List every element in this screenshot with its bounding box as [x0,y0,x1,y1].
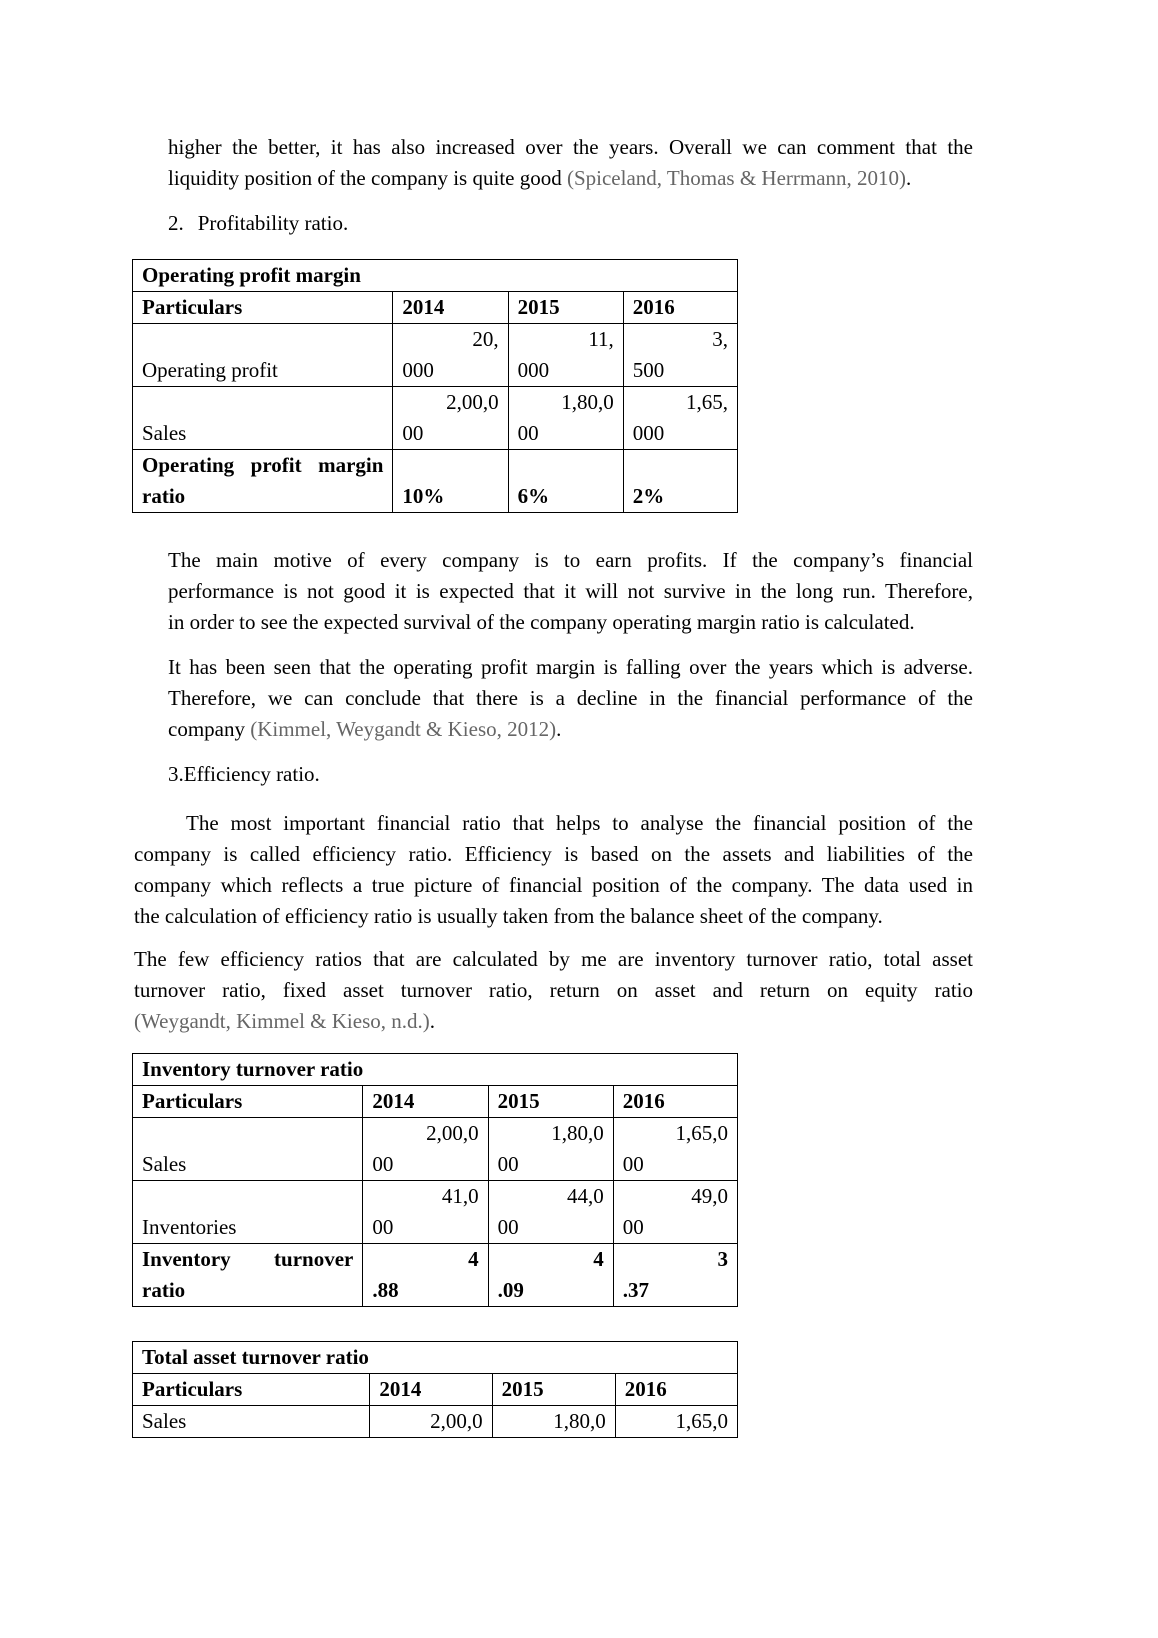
citation-spiceland: (Spiceland, Thomas & Herrmann, 2010) [566,166,907,190]
header-2014: 2014 [393,292,508,324]
cell-value: 3, 500 [623,324,737,387]
motive-paragraph [168,545,973,638]
table-header-row [133,1086,738,1118]
cell-value: 1,80,0 [492,1406,615,1438]
heading-efficiency: 3.Efficiency ratio. [168,762,320,786]
table-result-row [133,1244,738,1307]
header-2016: 2016 [623,292,737,324]
row-label-sales: Sales [133,387,393,450]
header-2014: 2014 [370,1374,492,1406]
heading-number: 2. [168,211,184,235]
efficiency-line-3: company which reflects a true picture of financial position of the company. The data used in [134,873,973,897]
table-row [133,324,738,387]
motive-line-2: performance is not good it is expected that it will not survive in the long run. Therefore, [168,579,973,603]
few-line-3: (Weygandt, Kimmel & Kieso, n.d.). [134,1009,436,1033]
header-particulars: Particulars [133,292,393,324]
row-label-sales: Sales [133,1118,363,1181]
row-label-opm-ratio: Operating profit margin ratio [133,450,393,513]
cell-value: 49,0 00 [613,1181,737,1244]
cell-value: 1,80,0 00 [508,387,623,450]
table-row [133,1406,738,1438]
cell-value: 1,65,0 00 [613,1118,737,1181]
intro-line-1: higher the better, it has also increased over the years. Overall we can comment that the [168,135,973,159]
result-2015: 4 .09 [488,1244,613,1307]
header-2016: 2016 [613,1086,737,1118]
citation-weygandt: (Weygandt, Kimmel & Kieso, n.d.) [134,1009,430,1033]
motive-line-3: in order to see the expected survival of the company operating margin ratio is calculated. [168,610,915,634]
cell-value: 1,80,0 00 [488,1118,613,1181]
intro-paragraph [168,132,973,194]
cell-value: 11, 000 [508,324,623,387]
decline-paragraph [168,652,973,745]
header-particulars: Particulars [133,1086,363,1118]
row-label-inventories: Inventories [133,1181,363,1244]
total-asset-turnover-table [132,1341,738,1438]
decline-line-1: It has been seen that the operating profit margin is falling over the years which is adverse. [168,655,973,679]
operating-profit-margin-table [132,259,738,513]
cell-value: 1,65, 000 [623,387,737,450]
result-2014: 4 .88 [363,1244,488,1307]
header-2016: 2016 [615,1374,737,1406]
efficiency-paragraph [134,808,973,932]
decline-line-2: Therefore, we can conclude that there is a decline in the financial performance of the [168,686,973,710]
result-2016: 3 .37 [613,1244,737,1307]
table-title: Inventory turnover ratio [133,1054,738,1086]
cell-value: 2,00,0 00 [393,387,508,450]
table-result-row [133,450,738,513]
few-line-1: The few efficiency ratios that are calculated by me are inventory turnover ratio, total asset [134,947,973,971]
inventory-turnover-table [132,1053,738,1307]
table-header-row [133,1374,738,1406]
efficiency-line-4: the calculation of efficiency ratio is usually taken from the balance sheet of the company. [134,904,883,928]
row-label-itr: Inventory turnover ratio [133,1244,363,1307]
table-title: Operating profit margin [133,260,738,292]
header-2015: 2015 [508,292,623,324]
cell-value: 44,0 00 [488,1181,613,1244]
table-header-row [133,292,738,324]
header-2015: 2015 [492,1374,615,1406]
row-label-sales: Sales [133,1406,370,1438]
motive-line-1: The main motive of every company is to earn profits. If the company’s financial [168,548,973,572]
cell-value: 2,00,0 00 [363,1118,488,1181]
efficiency-line-1: The most important financial ratio that helps to analyse the financial position of the [186,811,973,835]
heading-profitability [168,208,348,239]
cell-value: 1,65,0 [615,1406,737,1438]
row-label-operating-profit: Operating profit [133,324,393,387]
result-2016: 2% [623,450,737,513]
cell-value: 20, 000 [393,324,508,387]
intro-line-2: liquidity position of the company is quite good (Spiceland, Thomas & Herrmann, 2010). [168,166,912,190]
cell-value: 41,0 00 [363,1181,488,1244]
table-title: Total asset turnover ratio [133,1342,738,1374]
result-2015: 6% [508,450,623,513]
header-2014: 2014 [363,1086,488,1118]
result-2014: 10% [393,450,508,513]
table-row [133,1181,738,1244]
efficiency-line-2: company is called efficiency ratio. Efficiency is based on the assets and liabilities of the [134,842,973,866]
table-row [133,387,738,450]
header-particulars: Particulars [133,1374,370,1406]
few-ratios-paragraph [134,944,973,1037]
table-row [133,1118,738,1181]
cell-value: 2,00,0 [370,1406,492,1438]
citation-kimmel: (Kimmel, Weygandt & Kieso, 2012) [250,717,557,741]
few-line-2: turnover ratio, fixed asset turnover ratio, return on asset and return on equity ratio [134,978,973,1002]
decline-line-3: company (Kimmel, Weygandt & Kieso, 2012). [168,717,562,741]
header-2015: 2015 [488,1086,613,1118]
heading-label: Profitability ratio. [197,211,349,235]
